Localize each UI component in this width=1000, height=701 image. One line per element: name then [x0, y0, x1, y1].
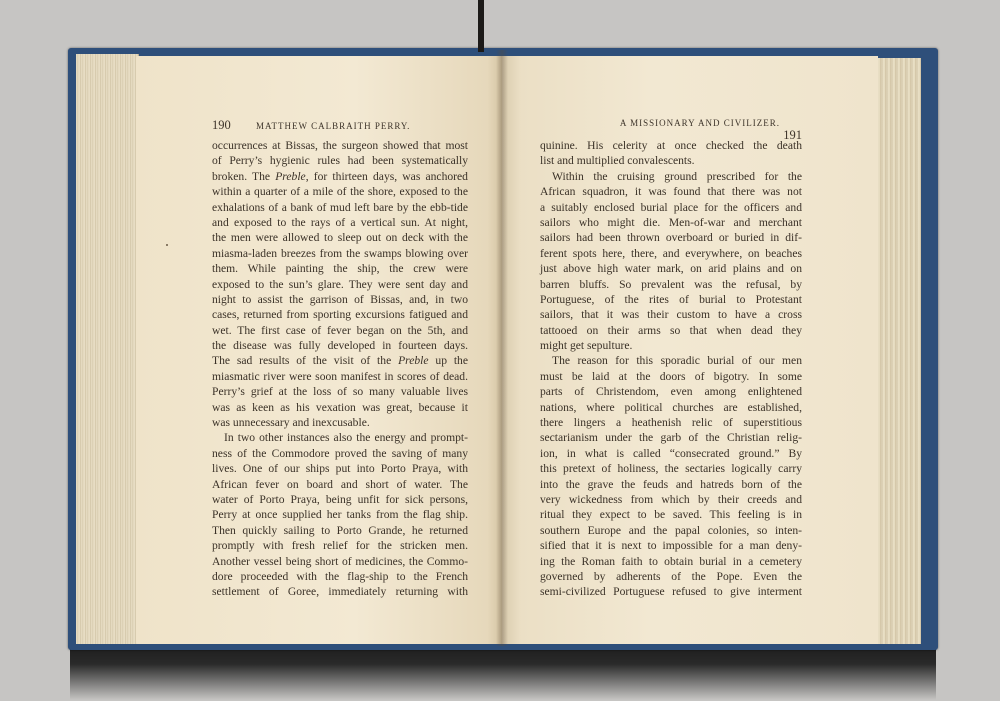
text-line: and exposed to the rays of a vertical sun. At night,	[212, 215, 468, 229]
text-line: Perry at once supplied her tanks from the flag ship.	[212, 508, 468, 522]
text-line: list and multiplied convalescents.	[540, 154, 695, 168]
text-line: cases, returned from sporting excursions fatigued and	[212, 308, 468, 322]
text-line: miasmatic river were soon manifest in scores of dead.	[212, 369, 468, 383]
text-line: semi-civilized Portuguese refused to give interment	[540, 585, 802, 599]
text-line: sailors who might die. Men-of-war and merchant	[540, 215, 802, 229]
text-line: In two other instances also the energy and prompt-	[224, 431, 468, 445]
text-line: sectarianism under the garb of the Christian relig-	[540, 431, 802, 445]
text-line: into the grave the feuds and hatreds born of the	[540, 477, 802, 491]
text-line: ness of the Commodore proved the saving of many	[212, 446, 468, 460]
text-line: must be laid at the doors of bigotry. In some	[540, 369, 802, 383]
right-running-head: A MISSIONARY AND CIVILIZER.	[619, 118, 780, 128]
text-line: promptly with fresh relief for the stricken men.	[212, 539, 468, 553]
text-line: The sad results of the visit of the Preble up the	[212, 354, 468, 368]
text-line: occurrences at Bissas, the surgeon showed that most	[212, 139, 468, 152]
text-line: ion, in what is called “consecrated ground.” By	[540, 446, 802, 460]
text-line: barren bluffs. So prevalent was the refusal, by	[540, 277, 802, 291]
text-line: Portuguese, of the rites of burial to Protestant	[540, 292, 802, 306]
text-line: Within the cruising ground prescribed for the	[552, 169, 802, 183]
text-line: sailors had been thrown overboard or buried in dif-	[540, 231, 802, 245]
right-page-body	[540, 138, 802, 600]
text-line: the men were allowed to sleep out on deck with the	[212, 231, 468, 245]
left-page-number: 190	[212, 118, 231, 132]
text-line: this pretext of holiness, the sectaries logically carry	[540, 462, 802, 476]
right-page-number: 191	[783, 128, 802, 142]
text-line: lives. One of our ships put into Porto Praya, with	[212, 462, 468, 476]
left-running-head: MATTHEW CALBRAITH PERRY.	[256, 121, 411, 131]
left-page	[136, 56, 502, 644]
text-line: African fever on board and short of water. The	[212, 477, 468, 491]
text-line: tattooed on their arms so that when dead they	[540, 323, 802, 337]
text-line: Another vessel being short of medicines, the Commo-	[212, 554, 468, 568]
text-line: wet. The first case of fever began on the 5th, and	[212, 323, 468, 337]
text-line: Then quickly sailing to Porto Grande, he returned	[212, 523, 468, 537]
text-line: of Perry’s hygienic rules had been systematically	[212, 154, 468, 168]
text-line: dore proceeded with the flag-ship to the French	[212, 569, 468, 583]
text-line: a suitably enclosed burial place for the officers and	[540, 200, 802, 214]
right-page	[502, 56, 878, 644]
text-line: governed by adherents of the Pope. Even the	[540, 569, 802, 583]
text-line: might get sepulture.	[540, 339, 633, 353]
text-line: was unnecessary and inexcusable.	[212, 416, 370, 430]
text-line: very wickedness from which by their creeds and	[540, 492, 802, 506]
text-line: ferent spots here, there, and everywhere, on beaches	[540, 246, 802, 260]
text-line: them. While painting the ship, the crew were	[212, 262, 468, 276]
text-line: ritual they expect to be saved. This feeling is in	[540, 508, 802, 522]
text-line: water of Porto Praya, being unfit for sick persons,	[212, 492, 468, 506]
text-line: was as keen as his vexation was great, because it	[212, 400, 468, 414]
text-line: quinine. His celerity at once checked the death	[540, 139, 802, 152]
text-line: within a quarter of a mile of the shore, exposed to the	[212, 185, 468, 199]
text-line: there lingers a heathenish relic of superstitious	[540, 416, 802, 430]
text-line: nations, where political churches are established,	[540, 400, 802, 414]
text-line: settlement of Goree, immediately returning with	[212, 585, 468, 599]
right-page-edges	[876, 58, 921, 644]
bookmark-ribbon	[478, 0, 484, 52]
text-line: miasma-laden breezes from the swamps blowing over	[212, 246, 468, 260]
text-line: broken. The Preble, for thirteen days, was anchored	[212, 169, 468, 183]
left-page-body	[212, 138, 468, 600]
text-line: sailors, that it was their custom to have a cross	[540, 308, 802, 322]
text-line: ing the Roman faith to obtain burial in a cemetery	[540, 554, 802, 568]
text-line: night to assist the garrison of Bissas, and, in two	[212, 292, 468, 306]
left-page-edges	[76, 54, 139, 644]
text-line: just above high water mark, on arid plains and on	[540, 262, 802, 276]
book-gutter	[496, 50, 508, 646]
text-line: African squadron, it was found that there was not	[540, 185, 802, 199]
text-line: exposed to the sun’s glare. They were sent day and	[212, 277, 468, 291]
text-line: The reason for this sporadic burial of our men	[552, 354, 802, 368]
text-line: parts of Christendom, even among enlightened	[540, 385, 802, 399]
page-speck	[166, 244, 168, 246]
text-line: exhalations of a bank of mud left bare by the ebb-tide	[212, 200, 468, 214]
text-line: Perry’s grief at the loss of so many valuable lives	[212, 385, 468, 399]
left-page-header	[212, 118, 468, 133]
text-line: southern Europe and the papal colonies, so inten-	[540, 523, 802, 537]
text-line: sified that it is next to impossible for a man deny-	[540, 539, 802, 553]
text-line: the disease was fully developed in fourteen days.	[212, 339, 468, 353]
